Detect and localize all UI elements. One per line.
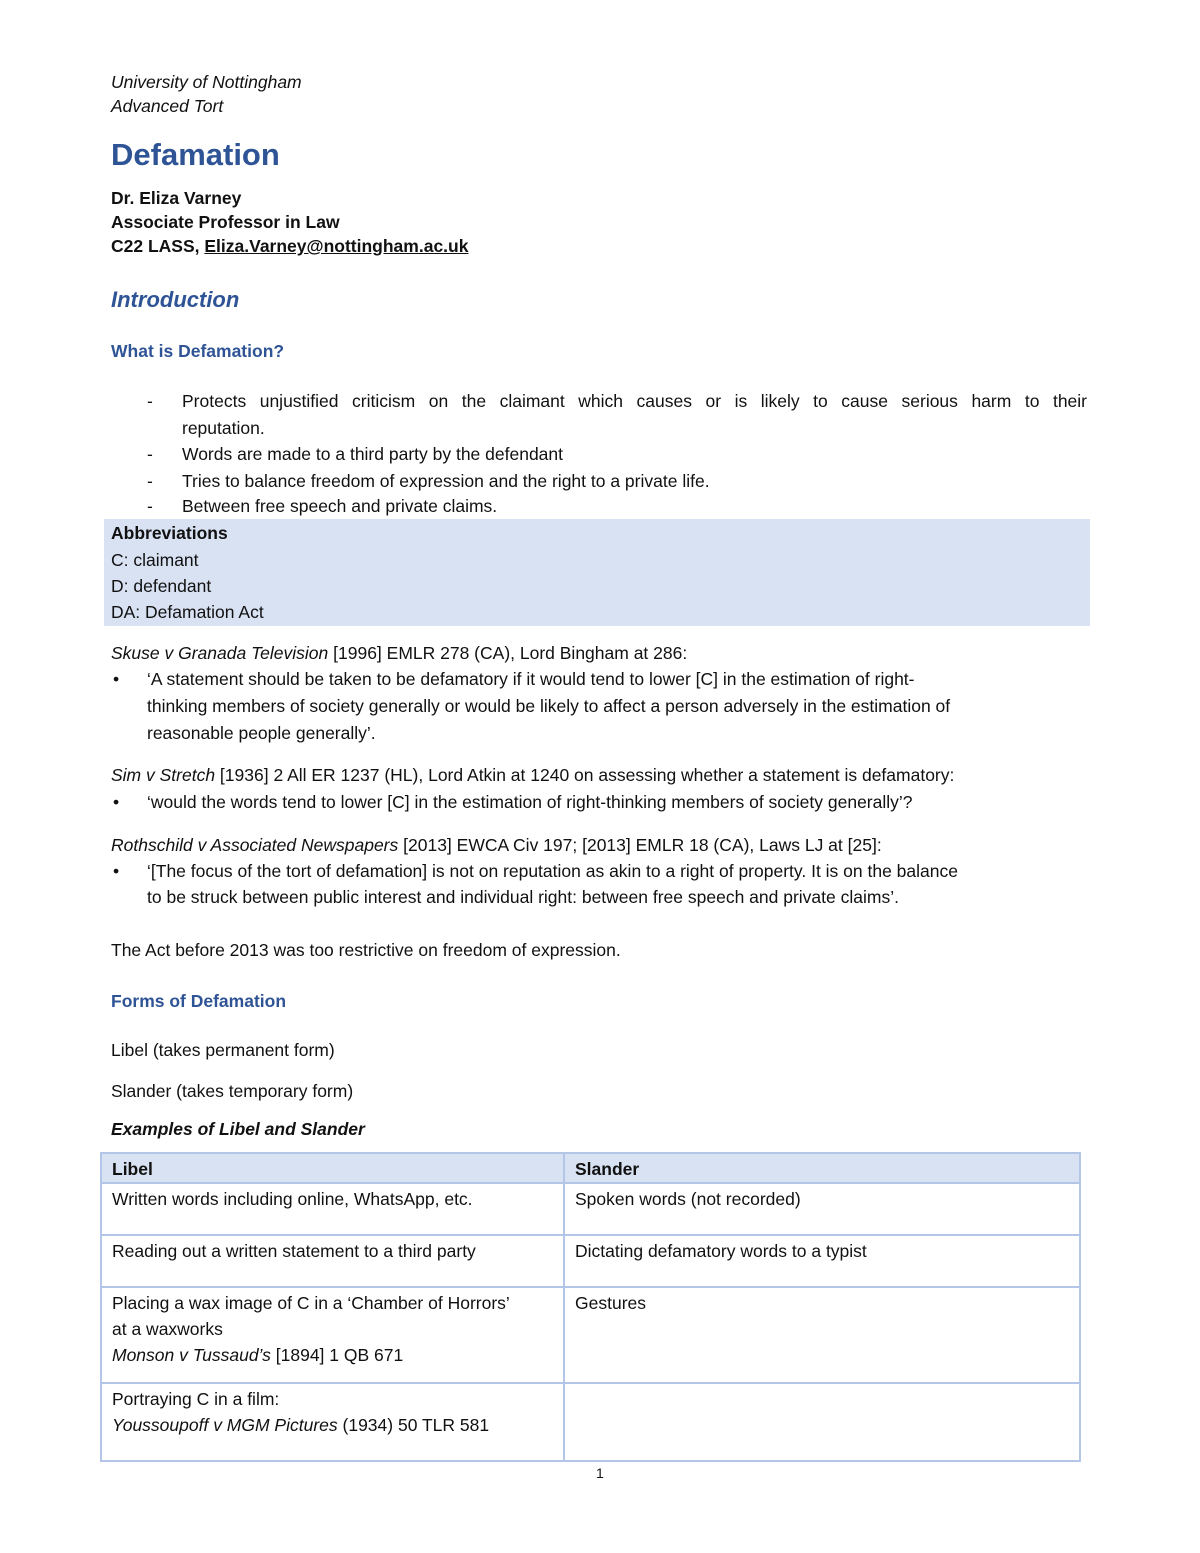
table-row (101, 1235, 1080, 1287)
case-name: Monson v Tussaud’s (112, 1345, 271, 1365)
quote-line: thinking members of society generally or would be likely to affect a person adversely in the estimation of (147, 696, 951, 716)
case-reference: [2013] EWCA Civ 197; [2013] EMLR 18 (CA), Laws LJ at [25]: (398, 835, 882, 855)
abbreviations-heading: Abbreviations (111, 523, 228, 543)
case-reference: (1934) 50 TLR 581 (337, 1415, 490, 1435)
table-cell (101, 1287, 564, 1383)
dash-glyph: - (147, 496, 153, 516)
quote-line: to be struck between public interest and individual right: between free speech and private claims’. (147, 887, 899, 907)
page-title: Defamation (111, 137, 280, 172)
author-email-link[interactable]: Eliza.Varney@nottingham.ac.uk (204, 236, 469, 256)
table-cell (101, 1383, 564, 1461)
examples-heading: Examples of Libel and Slander (111, 1119, 365, 1139)
bullet-icon: • (113, 792, 120, 812)
cell-line: Placing a wax image of C in a ‘Chamber of Horrors’ (112, 1293, 510, 1313)
case-name: Rothschild v Associated Newspapers (111, 835, 399, 855)
table-cell: Written words including online, WhatsApp, etc. (101, 1183, 564, 1235)
cell-line-case (112, 1412, 553, 1438)
cell-line: at a waxworks (112, 1319, 223, 1339)
dash-item-2: Words are made to a third party by the defendant (182, 444, 564, 464)
author-contact (111, 236, 468, 257)
dash-glyph: - (147, 471, 153, 491)
table-header-row (101, 1153, 1080, 1183)
case-citation-rothschild (111, 835, 882, 856)
libel-slander-table (100, 1152, 1081, 1462)
case-name: Sim v Stretch (111, 765, 216, 785)
dash-item-3: Tries to balance freedom of expression and the right to a private life. (182, 471, 710, 491)
dash-glyph: - (147, 444, 153, 464)
table-row (101, 1383, 1080, 1461)
subheading-forms-of-defamation: Forms of Defamation (111, 991, 287, 1011)
cell-line-case (112, 1342, 553, 1368)
slander-definition: Slander (takes temporary form) (111, 1081, 354, 1101)
quote-line: ‘would the words tend to lower [C] in the estimation of right-thinking members of society generally’? (147, 792, 913, 812)
case-reference: [1894] 1 QB 671 (270, 1345, 404, 1365)
dash-glyph: - (147, 391, 153, 411)
quote-line: ‘[The focus of the tort of defamation] is not on reputation as akin to a right of property. It is on the balance (147, 861, 958, 881)
table-cell: Dictating defamatory words to a typist (564, 1235, 1080, 1287)
table-row (101, 1183, 1080, 1235)
case-citation-sim (111, 765, 954, 786)
page-number: 1 (596, 1465, 604, 1481)
section-heading-introduction: Introduction (111, 287, 240, 312)
dash-item-1: Protects unjustified criticism on the claimant which causes or is likely to cause serious harm to their (182, 391, 1087, 411)
dash-item-4: Between free speech and private claims. (182, 496, 498, 516)
case-name: Youssoupoff v MGM Pictures (112, 1415, 338, 1435)
bullet-icon: • (113, 861, 120, 881)
bullet-icon: • (113, 669, 120, 689)
author-name: Dr. Eliza Varney (111, 188, 242, 208)
libel-definition: Libel (takes permanent form) (111, 1040, 335, 1060)
table-cell: Gestures (564, 1287, 1080, 1383)
act-note: The Act before 2013 was too restrictive on freedom of expression. (111, 940, 621, 960)
abbreviation-item: C: claimant (111, 550, 199, 570)
table-cell: Spoken words (not recorded) (564, 1183, 1080, 1235)
table-cell: Reading out a written statement to a third party (101, 1235, 564, 1287)
quote-line: ‘A statement should be taken to be defamatory if it would tend to lower [C] in the estimation of right- (147, 669, 915, 689)
abbreviation-item: D: defendant (111, 576, 212, 596)
cell-line: Portraying C in a film: (112, 1389, 280, 1409)
quote-line: reasonable people generally’. (147, 723, 376, 743)
subheading-what-is-defamation: What is Defamation? (111, 341, 285, 361)
case-reference: [1936] 2 All ER 1237 (HL), Lord Atkin at 1240 on assessing whether a statement is defamatory: (215, 765, 955, 785)
table-header-cell: Slander (564, 1153, 1080, 1183)
case-reference: [1996] EMLR 278 (CA), Lord Bingham at 286: (328, 643, 688, 663)
table-header-cell: Libel (101, 1153, 564, 1183)
case-name: Skuse v Granada Television (111, 643, 329, 663)
table-row (101, 1287, 1080, 1383)
case-citation-skuse (111, 643, 687, 664)
abbreviation-item: DA: Defamation Act (111, 602, 264, 622)
table-cell (564, 1383, 1080, 1461)
institution-line: University of Nottingham (111, 72, 302, 92)
author-office: C22 LASS, (111, 236, 205, 256)
author-role: Associate Professor in Law (111, 212, 340, 232)
dash-item-1-cont: reputation. (182, 418, 265, 438)
module-line: Advanced Tort (111, 96, 224, 116)
